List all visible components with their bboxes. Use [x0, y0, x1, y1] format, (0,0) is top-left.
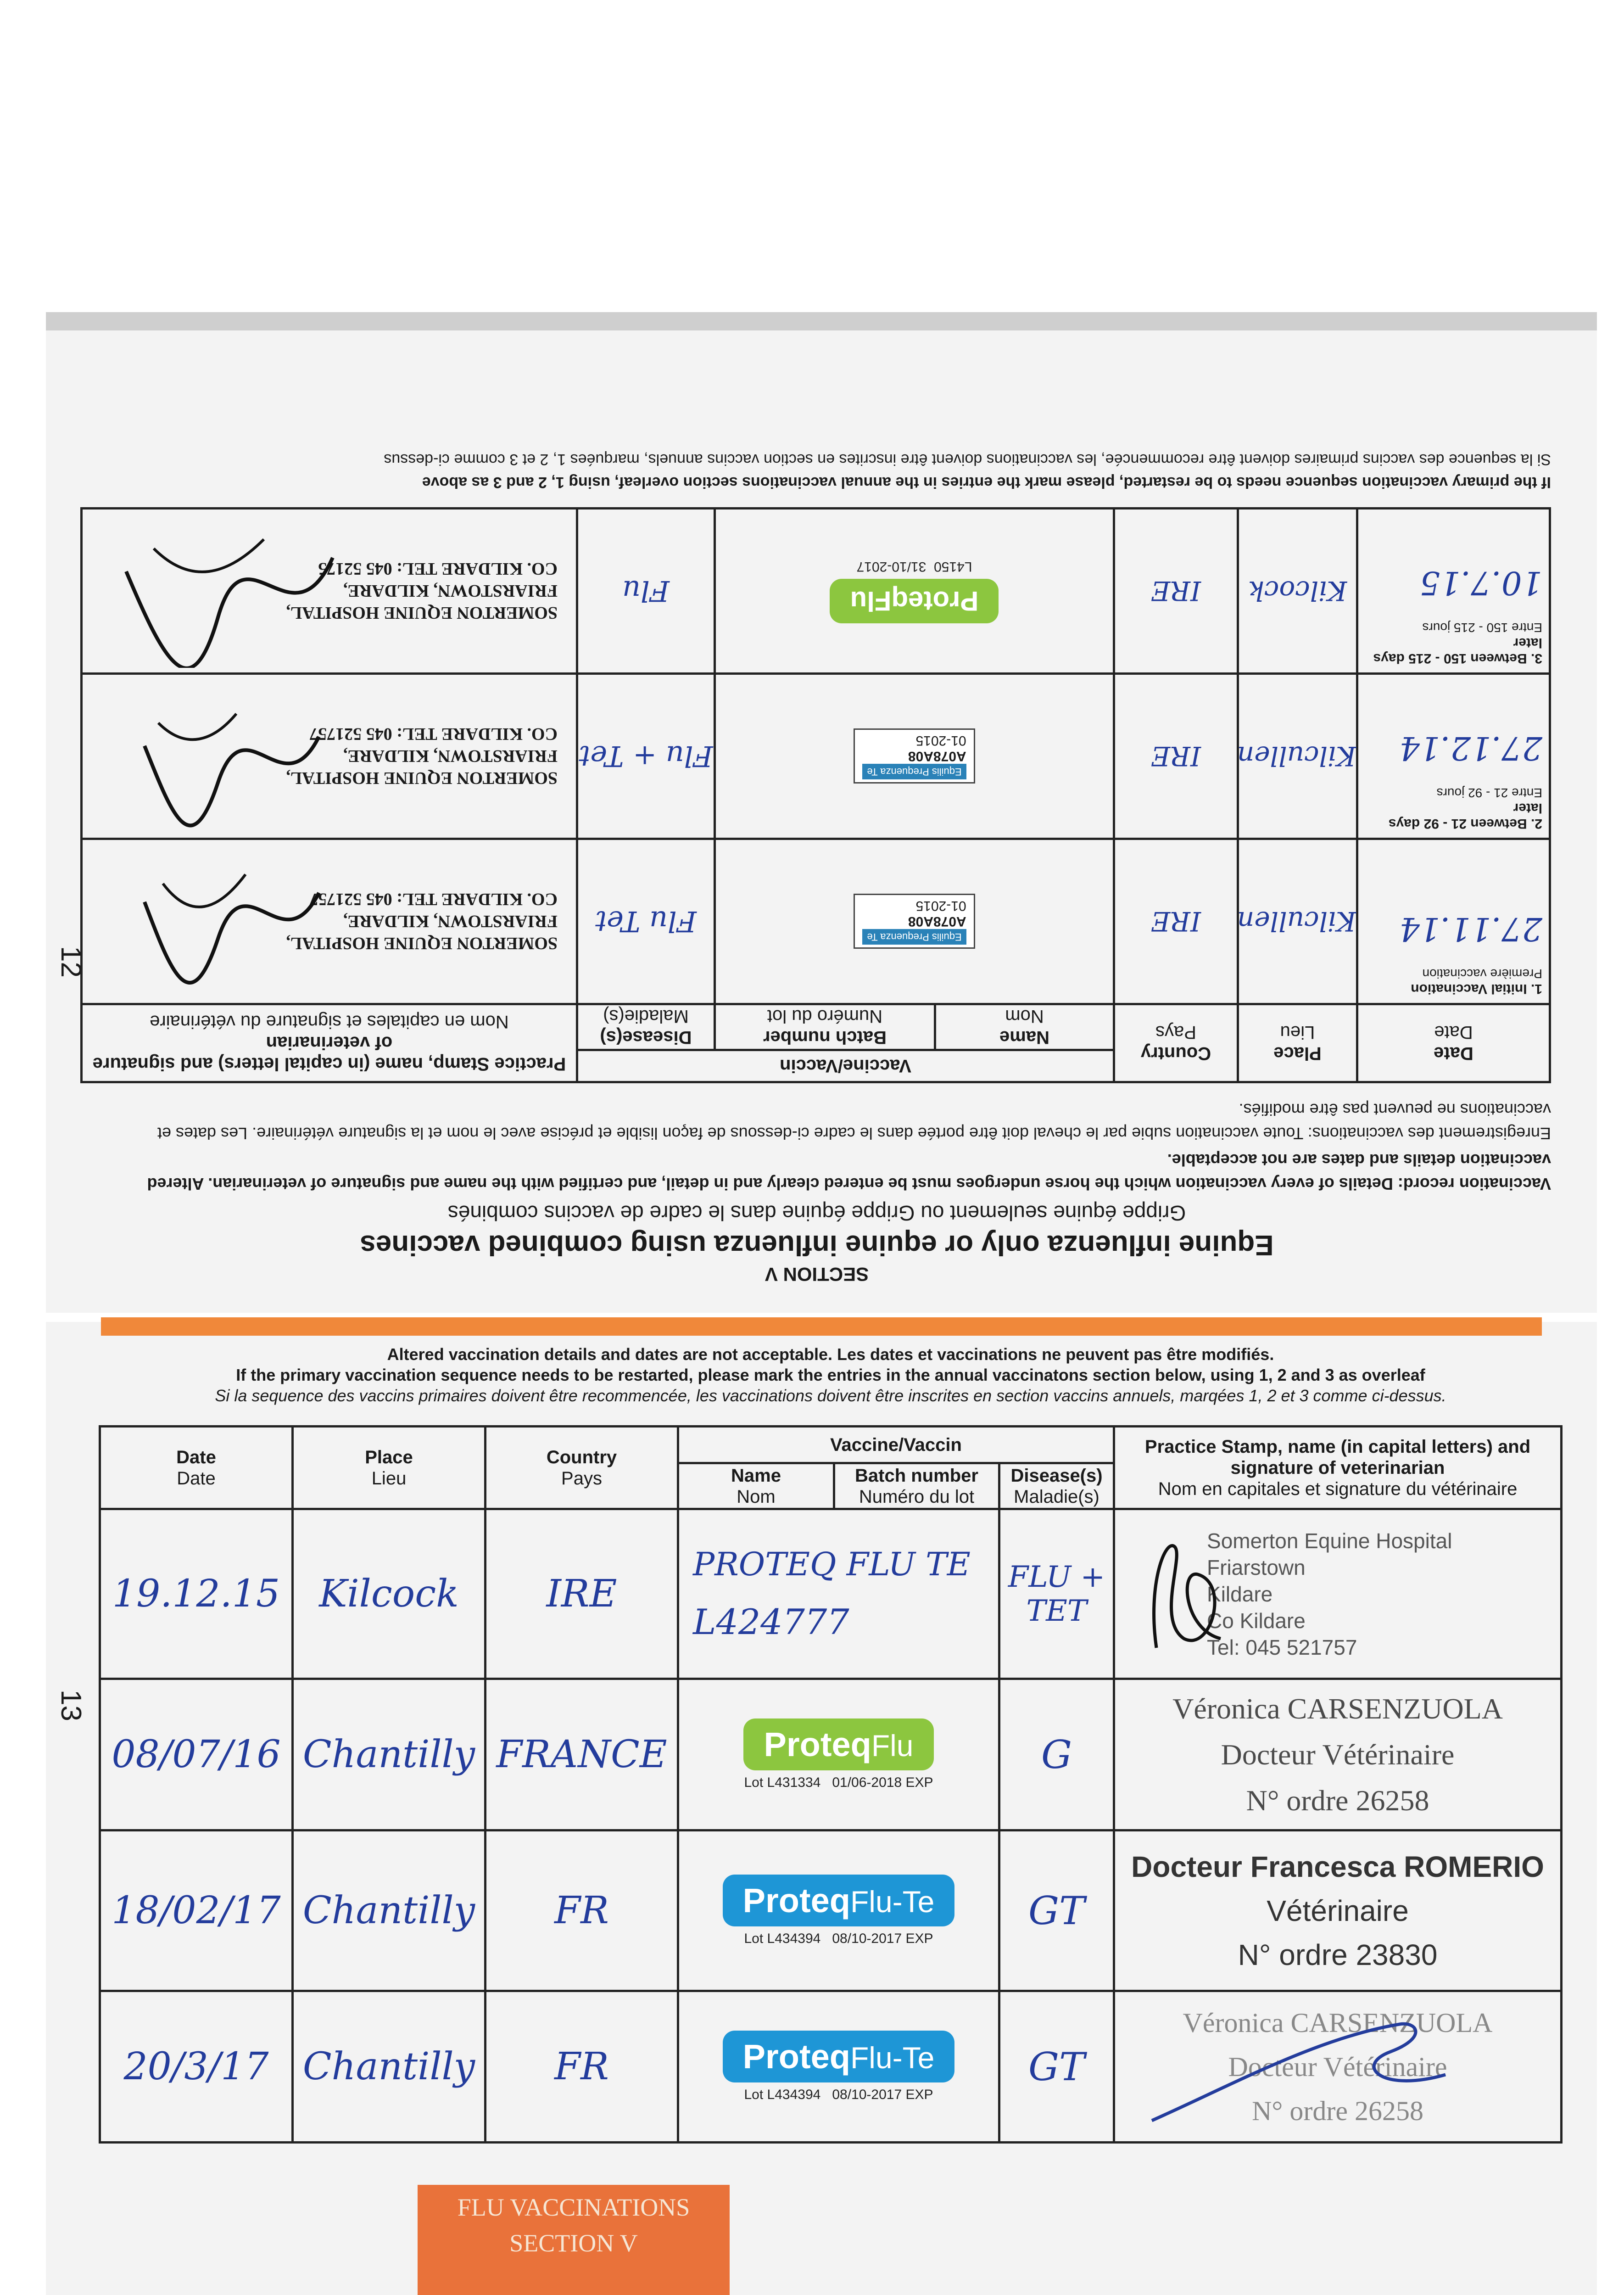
header-place: Place Lieu — [1238, 1004, 1357, 1082]
row-label-fr: Entre 21 - 92 jours — [1436, 786, 1542, 800]
table-row — [81, 674, 1550, 839]
expiry-date: 31/10-2017 — [856, 559, 926, 574]
section-title-en: Equine influenza only or equine influenza using combined vaccines — [360, 1229, 1274, 1261]
header-vaccine: Vaccine/Vaccin — [678, 1427, 1114, 1463]
proteq-flu-te-logo: ProteqFlu-Te — [723, 2031, 955, 2082]
header-stamp: Practice Stamp, name (in capital letters) and signature of veterinarian Nom en capitales et signature du vétérinaire — [81, 1004, 577, 1082]
lot-number: L431334 — [767, 1775, 821, 1790]
header-name: Name Nom — [935, 1004, 1114, 1050]
date-cell: 19.12.15 — [100, 1509, 293, 1679]
vaccine-label-sticker — [678, 1991, 999, 2143]
table-row — [100, 1991, 1562, 2143]
altered-notice: Altered vaccination details and dates are not acceptable. Les dates et vaccinations ne peuvent pas être modifiés. — [387, 1345, 1274, 1364]
vet-signature — [117, 691, 337, 828]
lot-prefix: Lot — [744, 1775, 764, 1790]
vet-signature — [1129, 1528, 1248, 1662]
page-number-bottom: 13 — [55, 1690, 87, 1721]
table-row — [81, 839, 1550, 1004]
vaccine-cell — [678, 1509, 999, 1679]
disease-cell: Flu + Tet — [577, 674, 714, 839]
place-cell: Kilcock — [1238, 509, 1357, 674]
proteq-flu-logo: ProteqFlu — [830, 579, 999, 623]
lot-prefix: Lot — [744, 1931, 764, 1946]
batch-number: A078A08 — [908, 914, 966, 929]
header-batch: Batch number Numéro du lot — [715, 1004, 935, 1050]
date-cell: 27.11.14 — [1399, 910, 1542, 948]
upside-down-page — [64, 344, 1569, 1299]
place-cell: Chantilly — [293, 1830, 486, 1991]
place-cell: Chantilly — [293, 1991, 486, 2143]
table-row — [100, 1509, 1562, 1679]
disease-cell: GT — [999, 1991, 1114, 2143]
place-cell: Kilcock — [293, 1509, 486, 1679]
vet-signature — [108, 521, 346, 668]
scan-edge-shadow — [46, 312, 1597, 330]
practice-stamp: Véronica CARSENZUOLA Docteur Vétérinaire N° ordre 26258 — [1114, 1679, 1562, 1830]
expiry-date: 01-2015 — [915, 733, 966, 749]
disease-cell: GT — [999, 1830, 1114, 1991]
practice-stamp: Docteur Francesca ROMERIO Vétérinaire N° ordre 23830 — [1114, 1830, 1562, 1991]
date-cell: 20/3/17 — [100, 1991, 293, 2143]
record-note-fr: Enregistrement des vaccinations: Toute vaccination subie par le cheval doit être portée dans le cadre ci-dessous de façon lisible et précise avec le nom et la signature vétérinaire. Les dates et vaccinations ne peuvent pas être modifiés. — [157, 1100, 1551, 1143]
vaccine-name: PROTEQ FLU TE — [693, 1545, 971, 1583]
vaccine-label-sticker — [678, 1679, 999, 1830]
expiry-date: 01-2015 — [915, 898, 966, 914]
date-cell: 27.12.14 — [1399, 729, 1542, 767]
restart-notice-fr: Si la sequence des vaccins primaires doivent être recommencée, les vaccinations doivent être inscrites en section vaccins annuels, marqées 1, 2 et 3 comme ci-dessus. — [215, 1386, 1446, 1405]
stamp-cell — [81, 839, 577, 1004]
practice-stamp: SOMERTON EQUINE HOSPITAL, FRIARSTOWN, KILDARE, CO. KILDARE TEL: 045 52175 — [286, 559, 558, 623]
record-note-en: Vaccination record: Details of every vaccination which the horse undergoes must be entered clearly and in detail, and certified with the name and signature of veterinarian. Altered vaccination details and dates are not acceptable. — [147, 1151, 1551, 1193]
section-heading: SECTION V — [765, 1264, 869, 1285]
practice-stamp: SOMERTON EQUINE HOSPITAL, FRIARSTOWN, KILDARE, CO. KILDARE TEL: 045 521757 — [286, 890, 558, 953]
header-vaccine: Vaccine/Vaccin — [577, 1050, 1114, 1082]
vaccine-label-sticker — [715, 509, 1114, 674]
orange-divider — [101, 1317, 1542, 1336]
primary-vaccination-table — [80, 507, 1551, 1083]
header-country: Country Pays — [486, 1427, 678, 1509]
row-label-fr: Première vaccination — [1422, 967, 1542, 981]
country-cell: IRE — [486, 1509, 678, 1679]
expiry-date: 08/10-2017 — [832, 1931, 902, 1946]
header-country: Country Pays — [1114, 1004, 1238, 1082]
header-disease: Disease(s) Maladie(s) — [577, 1004, 714, 1050]
row-label: 3. Between 150 - 215 days later — [1373, 635, 1542, 666]
disease-cell: G — [999, 1679, 1114, 1830]
practice-stamp: SOMERTON EQUINE HOSPITAL, FRIARSTOWN, KILDARE, CO. KILDARE TEL: 045 521757 — [286, 724, 558, 788]
table-row — [81, 509, 1550, 674]
stamp-cell — [81, 509, 577, 674]
country-cell: FRANCE — [486, 1679, 678, 1830]
country-cell: IRE — [1114, 509, 1238, 674]
disease-cell: Flu — [577, 509, 714, 674]
header-date: Date Date — [1357, 1004, 1550, 1082]
page-number-top: 12 — [55, 946, 87, 978]
stamp-cell — [1114, 1509, 1562, 1679]
expiry-date: 08/10-2017 — [832, 2087, 902, 2102]
header-disease: Disease(s) Maladie(s) — [999, 1463, 1114, 1509]
date-cell: 08/07/16 — [100, 1679, 293, 1830]
flu-vaccinations-tab: FLU VACCINATIONS SECTION V — [418, 2185, 730, 2295]
country-cell: IRE — [1114, 674, 1238, 839]
disease-cell: Flu Tet — [577, 839, 714, 1004]
annual-vaccination-table — [99, 1425, 1563, 2144]
practice-stamp: Somerton Equine Hospital Friarstown Kildare Co Kildare Tel: 045 521757 — [1207, 1528, 1452, 1659]
row-label-fr: Entre 150 - 215 jours — [1422, 621, 1542, 635]
batch-number: L424777 — [693, 1601, 849, 1642]
expiry-date: 01/06-2018 — [832, 1775, 902, 1790]
place-cell: Kilcullen — [1238, 839, 1357, 1004]
vaccine-label-sticker — [678, 1830, 999, 1991]
product-name: Equilis Prequenza Te — [862, 929, 966, 945]
vaccine-label-sticker — [715, 674, 1114, 839]
table-row — [100, 1679, 1562, 1830]
proteq-flu-te-logo: ProteqFlu-Te — [723, 1875, 955, 1926]
lot-number: L4150 — [934, 559, 972, 574]
vet-signature — [117, 856, 337, 994]
restart-note-en: If the primary vaccination sequence needs to be restarted, please mark the entries in the annual vaccinations section overleaf, using 1, 2 and 3 as above — [422, 474, 1551, 491]
exp-label: EXP — [905, 2087, 933, 2102]
vaccine-label-sticker — [715, 839, 1114, 1004]
country-cell: FR — [486, 1830, 678, 1991]
row-label: 2. Between 21 - 92 days later — [1388, 800, 1542, 831]
table-row — [100, 1830, 1562, 1991]
exp-label: EXP — [905, 1931, 933, 1946]
exp-label: EXP — [905, 1775, 933, 1790]
disease-cell: FLU + TET — [999, 1509, 1114, 1679]
row-label: 1. Initial Vaccination — [1411, 981, 1542, 996]
stamp-cell — [81, 674, 577, 839]
lot-number: L434394 — [767, 1931, 821, 1946]
date-cell: 10.7.15 — [1419, 564, 1542, 602]
header-stamp: Practice Stamp, name (in capital letters) and signature of veterinarian Nom en capitales et signature du vétérinaire — [1114, 1427, 1562, 1509]
restart-note-fr: Si la sequence des vaccins primaires doivent être recommencée, les vaccinations doivent être inscrites en section vaccins annuels, marquées 1, 2 et 3 comme ci-dessus — [384, 451, 1551, 468]
lot-prefix: Lot — [744, 2087, 764, 2102]
header-place: Place Lieu — [293, 1427, 486, 1509]
restart-notice-en: If the primary vaccination sequence needs to be restarted, please mark the entries in the annual vaccinatons section below, using 1, 2 and 3 as overleaf — [236, 1366, 1425, 1384]
product-name: Equilis Prequenza Te — [862, 764, 966, 780]
country-cell: FR — [486, 1991, 678, 2143]
header-batch: Batch number Numéro du lot — [834, 1463, 999, 1509]
lot-number: L434394 — [767, 2087, 821, 2102]
date-cell: 18/02/17 — [100, 1830, 293, 1991]
header-name: Name Nom — [678, 1463, 834, 1509]
proteq-flu-logo: ProteqFlu — [743, 1718, 933, 1770]
place-cell: Chantilly — [293, 1679, 486, 1830]
batch-number: A078A08 — [908, 749, 966, 764]
vet-signature — [1143, 2010, 1464, 2130]
section-title-fr: Grippe équine seulement ou Grippe équine dans le cadre de vaccins combinés — [447, 1201, 1186, 1225]
practice-stamp: Véronica CARSENZUOLA Docteur Vétérinaire N° ordre 26258 — [1114, 1991, 1562, 2143]
place-cell: Kilcullen — [1238, 674, 1357, 839]
header-date: Date Date — [100, 1427, 293, 1509]
country-cell: IRE — [1114, 839, 1238, 1004]
